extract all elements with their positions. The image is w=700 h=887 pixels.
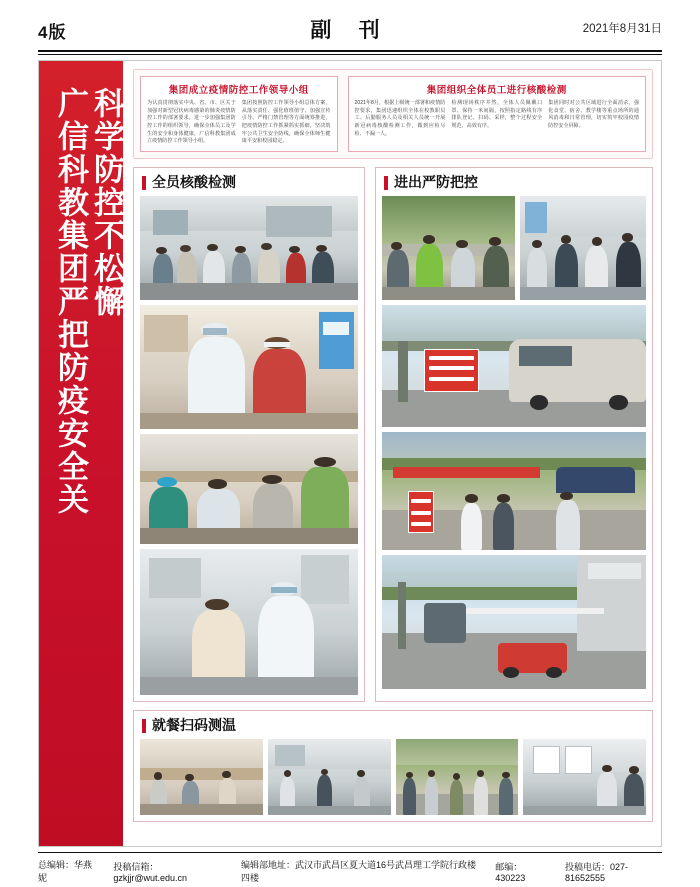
newspaper-section-title: 副 刊: [310, 17, 390, 42]
photo-scan-code-board: [523, 739, 646, 815]
headline-line-1: 科学防控不松懈: [88, 87, 124, 318]
footer-postcode: 邮编：430223: [495, 861, 526, 883]
headline-text: [39, 87, 123, 807]
article-1: [140, 76, 338, 152]
footer-email: 投稿信箱：gzkjjr@wut.edu.cn: [113, 861, 187, 883]
section-title-1: 全员核酸检测: [142, 176, 236, 190]
masthead-rule: [38, 50, 662, 52]
photo-swab-sampling: [140, 305, 358, 429]
page-footer: [38, 852, 662, 883]
article-1-paragraph: 集团按照防控工作领导小组总体方案，从落实责任、强化值班值守、加强宣传引导、严格门禁管理等方面统筹推进，把疫情防控工作抓紧抓实抓细，坚决筑牢公共卫生安全防线，确保全体师生健康平安和校园稳定。: [241, 100, 331, 145]
photo-sections: [133, 167, 653, 702]
article-1-heading: 集团成立疫情防控工作领导小组: [168, 85, 309, 96]
article-2: [348, 76, 646, 152]
photo-canteen-entrance-queue: [268, 739, 391, 815]
section-title-2: 进出严防把控: [384, 176, 478, 190]
masthead-rule-thin: [38, 54, 662, 55]
photo-row: [382, 196, 646, 300]
photo-campus-closed-van: [382, 305, 646, 427]
publication-date: 2021年8月31日: [582, 23, 662, 35]
photo-grid-right: [382, 196, 646, 689]
photo-grid-bottom: [140, 739, 646, 815]
section-title-3: 就餐扫码测温: [142, 719, 236, 733]
photo-queue-hall: [140, 196, 358, 300]
photo-outdoor-queue-line: [396, 739, 519, 815]
article-2-heading: 集团组织全体员工进行核酸检测: [426, 85, 567, 96]
photo-gate-banner-tent: [382, 432, 646, 550]
headline-banner: [39, 61, 123, 846]
photo-testing-booth: [140, 549, 358, 695]
photo-canteen-seating: [140, 739, 263, 815]
article-2-paragraph: 2021年8月，根据上级统一部署和疫情防控要求，集团迅速组织全体在校教职员工、后勤服务人员及相关人员统一开展新冠病毒核酸检测工作，做到应检尽检、不漏一人。: [354, 100, 446, 137]
section-dining-scan-temperature: [133, 710, 653, 822]
footer-phone: 投稿电话：027-81652555: [564, 861, 628, 883]
headline-line-2: 广信科教集团严把防疫安全关: [52, 87, 89, 516]
article-2-paragraph: 检测现场秩序井然，全体人员佩戴口罩、保持一米间隔，按照指定路线有序排队登记、扫码、采样，整个过程安全规范、高效有序。: [451, 100, 543, 129]
photo-vehicle-gate-barrier: [382, 555, 646, 689]
footer-address: 编辑部地址：武汉市武昌区夏大道16号武昌理工学院行政楼四楼: [241, 860, 477, 883]
article-1-paragraph: 为认真贯彻落实中央、省、市、区关于加强对新型冠状病毒感染的肺炎疫情防控工作的部署要求，进一步加强集团防控工作的组织领导，确保全体员工及学生的安全和身体健康，广信科教集团成立疫情防控工作领导小组。: [147, 100, 236, 145]
photo-gate-check-green: [382, 196, 515, 300]
section-nucleic-acid-testing: [133, 167, 365, 702]
article-row: [133, 69, 653, 159]
masthead: [38, 14, 662, 48]
photo-grid-left: [140, 196, 358, 695]
page-frame: [38, 60, 662, 847]
article-2-paragraph: 集团同时对公共区域进行全面消杀，强化食堂、宿舍、教学楼等重点场所的通风消毒和日常管理，切实筑牢校园疫情防控安全屏障。: [548, 100, 640, 129]
photo-code-scan-entry: [520, 196, 646, 300]
photo-registration-desk: [140, 434, 358, 544]
footer-editor: 总编辑：华燕妮: [38, 860, 93, 883]
content-column: [123, 61, 661, 846]
section-entry-exit-control: [375, 167, 653, 702]
page-number: 4版: [38, 23, 67, 42]
